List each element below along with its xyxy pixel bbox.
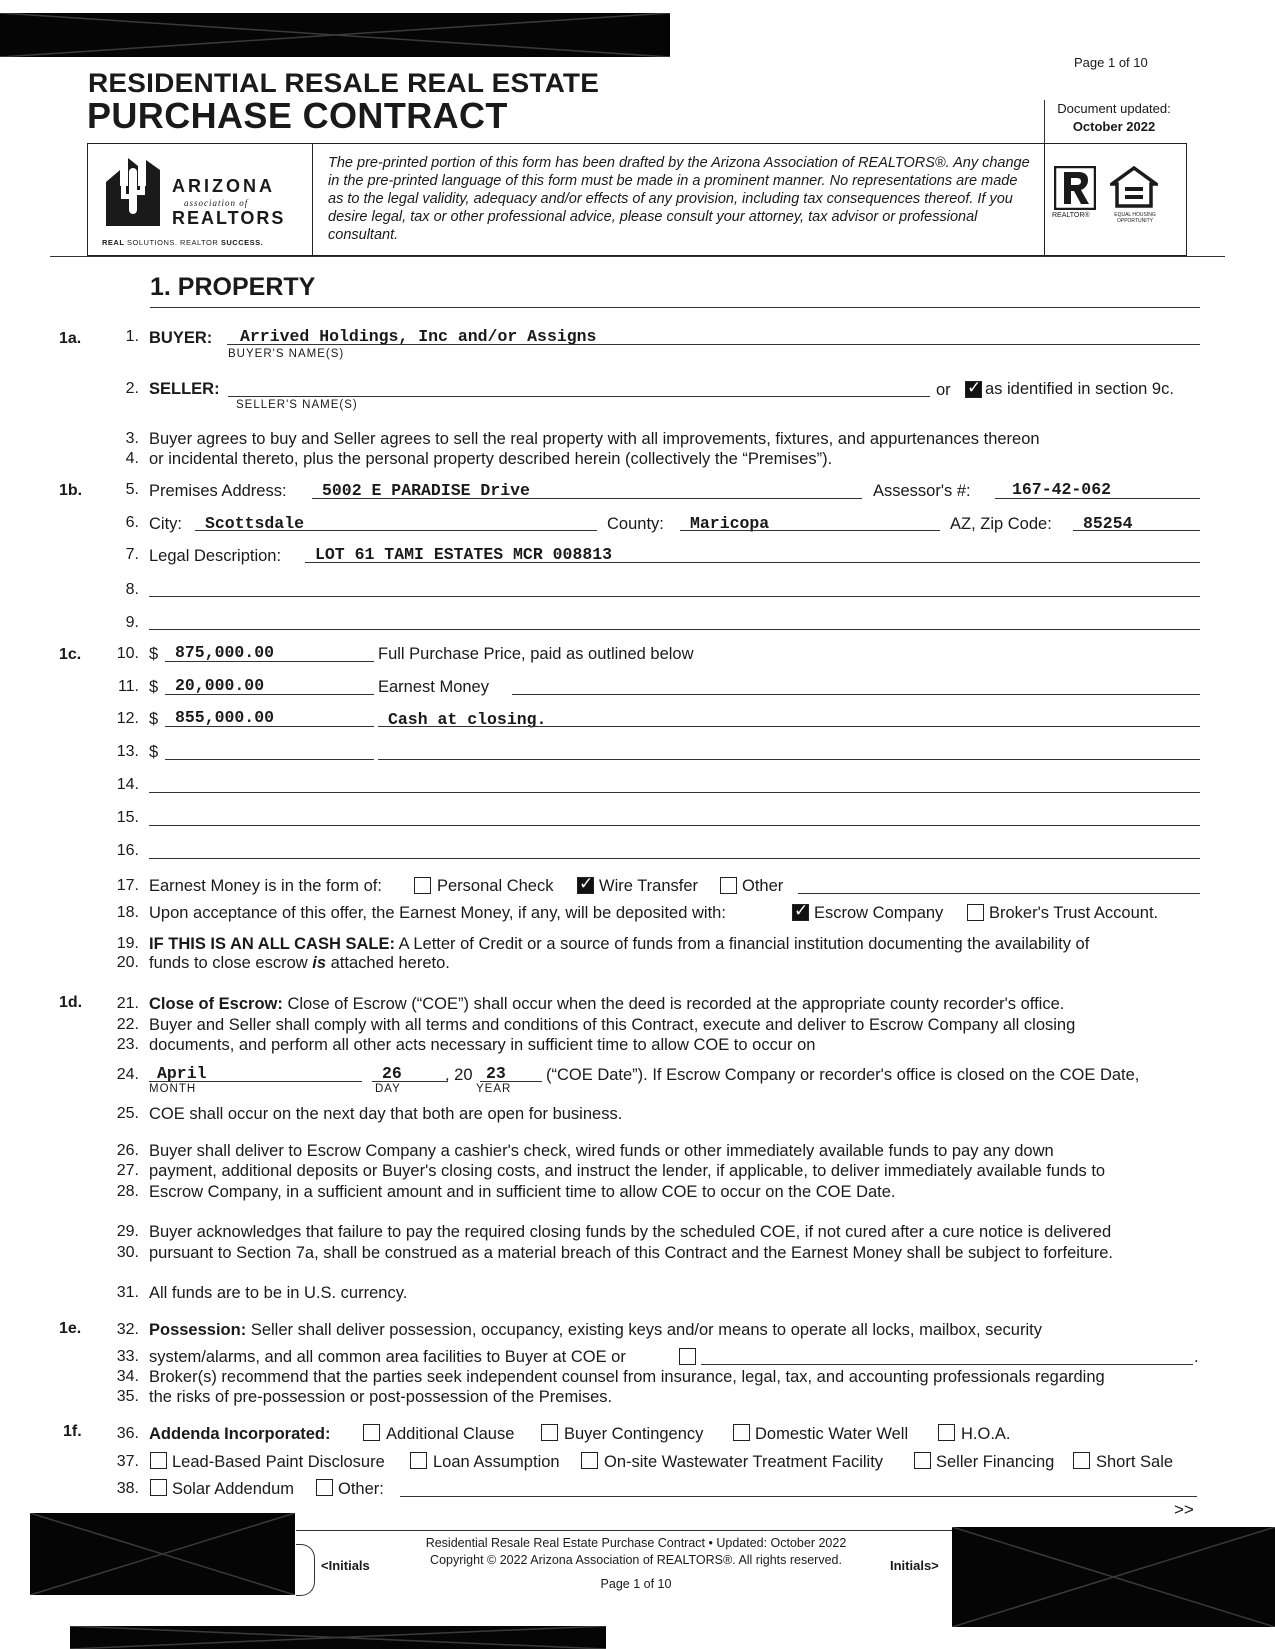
coe-day-caption: DAY	[375, 1083, 401, 1095]
line-number: 20.	[116, 954, 139, 971]
logo-tagline: REAL SOLUTIONS. REALTOR SUCCESS.	[102, 238, 264, 247]
seller-section-9c-checkbox[interactable]	[965, 381, 982, 398]
line-number: 7.	[125, 546, 139, 563]
lead-based-paint-label: Lead-Based Paint Disclosure	[172, 1453, 385, 1471]
full-price-line	[165, 661, 374, 662]
section-title-rule	[150, 307, 1200, 308]
line-number: 31.	[116, 1284, 139, 1301]
line-number: 18.	[116, 904, 139, 921]
city-line	[195, 530, 597, 531]
cash-at-closing-desc-line	[378, 726, 1200, 727]
page-number-top: Page 1 of 10	[1074, 55, 1148, 70]
addenda-other-checkbox[interactable]	[316, 1479, 333, 1496]
side-label-1b: 1b.	[59, 482, 83, 499]
line-number: 29.	[116, 1223, 139, 1240]
blank-line-14[interactable]	[149, 792, 1200, 793]
coe-month-line	[149, 1081, 362, 1082]
seller-financing-checkbox[interactable]	[914, 1452, 931, 1469]
line-number: 3.	[125, 430, 139, 447]
footer-copyright: Copyright © 2022 Arizona Association of REALTORS®. All rights reserved.	[430, 1553, 842, 1567]
assessor-label: Assessor's #:	[873, 482, 971, 500]
initials-right-label: Initials>	[890, 1558, 939, 1573]
coe-line-24: (“COE Date”). If Escrow Company or recorder's office is closed on the COE Date,	[546, 1066, 1140, 1084]
seller-alt-label: as identified in section 9c.	[985, 380, 1174, 398]
coe-line-25: COE shall occur on the next day that both are open for business.	[149, 1105, 623, 1123]
logo-arizona: ARIZONA	[172, 176, 275, 196]
seller-name-line[interactable]	[228, 396, 930, 397]
line-number: 6.	[125, 514, 139, 531]
brokers-trust-checkbox[interactable]	[967, 904, 984, 921]
seller-name-caption: SELLER'S NAME(S)	[236, 399, 358, 411]
coe-line-28: Escrow Company, in a sufficient amount and in sufficient time to allow COE to occur on the COE Date.	[149, 1183, 896, 1201]
side-label-1c: 1c.	[59, 646, 82, 663]
seller-label: SELLER:	[149, 380, 220, 398]
wire-transfer-label: Wire Transfer	[599, 877, 699, 895]
addenda-other-line[interactable]	[400, 1496, 1197, 1497]
earnest-deposit-label: Upon acceptance of this offer, the Earnest Money, if any, will be deposited with:	[149, 904, 726, 922]
brokers-trust-label: Broker's Trust Account.	[989, 904, 1159, 922]
possession-heading: Possession:	[149, 1321, 247, 1339]
line-number: 8.	[125, 581, 139, 598]
header-divider-left	[312, 144, 313, 255]
possession-line-33: system/alarms, and all common area facilities to Buyer at COE or	[149, 1348, 626, 1366]
zip-field[interactable]: 85254	[1083, 514, 1133, 533]
equal-housing-label: EQUAL HOUSING OPPORTUNITY	[1114, 212, 1156, 224]
possession-alt-line[interactable]	[701, 1364, 1193, 1365]
line-number: 32.	[116, 1321, 139, 1338]
solar-addendum-label: Solar Addendum	[172, 1480, 295, 1498]
full-price-label: Full Purchase Price, paid as outlined below	[378, 645, 694, 663]
zip-line	[1073, 530, 1200, 531]
line-number: 27.	[116, 1162, 139, 1179]
line-number: 28.	[116, 1183, 139, 1200]
earnest-money-field[interactable]: 20,000.00	[175, 676, 265, 695]
county-label: County:	[607, 515, 664, 533]
additional-clause-label: Additional Clause	[386, 1425, 515, 1443]
document-updated	[1040, 100, 1188, 136]
disclaimer-text: The pre-printed portion of this form has been drafted by the Arizona Association of REALTORS®. Any change in the pre-printed language of this form must be made in a prominent manner. No representations are made as to the legal validity, adequacy and/or effects of any provision, including tax consequences thereof. If you desire legal, tax or other professional advice, please consult your attorney, tax advisor or professional consultant.	[328, 155, 1030, 243]
line-number: 11.	[117, 678, 139, 695]
escrow-company-checkbox[interactable]	[792, 904, 809, 921]
equal-housing-icon	[1110, 166, 1158, 210]
loan-assumption-checkbox[interactable]	[410, 1452, 427, 1469]
line-number: 4.	[125, 450, 139, 467]
side-label-1f: 1f.	[63, 1423, 82, 1440]
legal-description-field[interactable]: LOT 61 TAMI ESTATES MCR 008813	[315, 545, 613, 564]
dollar-sign: $	[149, 678, 159, 696]
cactus-logo-icon	[102, 156, 164, 228]
realtor-mark-label: REALTOR®	[1052, 212, 1090, 219]
possession-line-32: Possession: Seller shall deliver possession, occupancy, existing keys and/or means to operate all locks, mailbox, security	[149, 1321, 1042, 1339]
buyer-name-field[interactable]: Arrived Holdings, Inc and/or Assigns	[240, 327, 597, 346]
line-number: 15.	[116, 809, 139, 826]
city-field[interactable]: Scottsdale	[205, 514, 305, 533]
line-number: 38.	[116, 1480, 139, 1497]
line-number: 5.	[125, 481, 139, 498]
cash-at-closing-field[interactable]: 855,000.00	[175, 708, 275, 727]
line-number: 17.	[116, 877, 139, 894]
coe-month-caption: MONTH	[149, 1083, 197, 1095]
loan-assumption-label: Loan Assumption	[433, 1453, 560, 1471]
line-number: 10.	[116, 645, 139, 662]
earnest-other-checkbox[interactable]	[720, 877, 737, 894]
wire-transfer-checkbox[interactable]	[577, 877, 594, 894]
seller-or: or	[936, 381, 951, 399]
earnest-form-label: Earnest Money is in the form of:	[149, 877, 382, 895]
line-number: 36.	[116, 1425, 139, 1442]
line-number: 1.	[125, 328, 139, 345]
buyer-name-caption: BUYER'S NAME(S)	[228, 348, 345, 360]
premises-address-line	[312, 498, 862, 499]
lead-based-paint-checkbox[interactable]	[150, 1452, 167, 1469]
additional-clause-checkbox[interactable]	[363, 1424, 380, 1441]
desc-line-13[interactable]	[378, 759, 1200, 760]
line-number: 16.	[116, 842, 139, 859]
coe-line-21: Close of Escrow: Close of Escrow (“COE”) shall occur when the deed is recorded at the appropriate county recorder's office.	[149, 995, 1065, 1013]
cash-at-closing-line	[165, 726, 374, 727]
section-title: 1. PROPERTY	[150, 273, 316, 301]
line-number: 26.	[116, 1142, 139, 1159]
blank-line-15[interactable]	[149, 825, 1200, 826]
cash-sale-line-19: IF THIS IS AN ALL CASH SALE: A Letter of Credit or a source of funds from a financial institution documenting the availability of	[149, 935, 1090, 953]
line-number: 2.	[125, 380, 139, 397]
legal-description-line	[305, 562, 1200, 563]
buyer-label: BUYER:	[149, 329, 213, 347]
premises-address-label: Premises Address:	[149, 482, 287, 500]
coe-day-field[interactable]: 26	[382, 1064, 402, 1083]
buyer-name-line	[227, 344, 1200, 345]
line-number: 19.	[116, 935, 139, 952]
addenda-heading: Addenda Incorporated:	[149, 1425, 331, 1443]
coe-line-26: Buyer shall deliver to Escrow Company a cashier's check, wired funds or other immediately available funds to pay any down	[149, 1142, 1054, 1160]
redaction-block-bottom-left	[30, 1513, 295, 1595]
assessor-field[interactable]: 167-42-062	[1012, 480, 1112, 499]
seller-financing-label: Seller Financing	[936, 1453, 1055, 1471]
solar-addendum-checkbox[interactable]	[150, 1479, 167, 1496]
aaa-realtors-logo	[102, 156, 302, 252]
coe-day-line	[372, 1081, 447, 1082]
coe-line-30: pursuant to Section 7a, shall be construed as a material breach of this Contract and the Earnest Money shall be subject to forfeiture.	[149, 1244, 1113, 1262]
escrow-company-label: Escrow Company	[814, 904, 944, 922]
city-label: City:	[149, 515, 182, 533]
earnest-money-line	[165, 694, 374, 695]
cash-at-closing-desc[interactable]: Cash at closing.	[388, 710, 547, 729]
agree-line-3: Buyer agrees to buy and Seller agrees to sell the real property with all improvements, fixtures, and appurtenances thereon	[149, 430, 1040, 448]
side-label-1d: 1d.	[59, 994, 83, 1011]
initials-left-label: <Initials	[321, 1558, 370, 1573]
line-number: 12.	[116, 710, 139, 727]
coe-line-23: documents, and perform all other acts necessary in sufficient time to allow COE to occur on	[149, 1036, 816, 1054]
line-number: 24.	[116, 1066, 139, 1083]
realtor-mark	[1054, 166, 1104, 246]
line-number: 23.	[116, 1036, 139, 1053]
onsite-wastewater-label: On-site Wastewater Treatment Facility	[604, 1453, 884, 1471]
earnest-money-label: Earnest Money	[378, 678, 489, 696]
cash-sale-line-20: funds to close escrow is attached hereto.	[149, 954, 450, 972]
line-number: 33.	[116, 1348, 139, 1365]
line-number: 9.	[125, 614, 139, 631]
doc-updated-label: Document updated:	[1057, 101, 1171, 116]
header-box	[87, 143, 1187, 256]
short-sale-label: Short Sale	[1096, 1453, 1174, 1471]
continue-mark: >>	[1174, 1500, 1194, 1519]
onsite-wastewater-checkbox[interactable]	[581, 1452, 598, 1469]
blank-line-16[interactable]	[149, 858, 1200, 859]
line-number: 35.	[116, 1388, 139, 1405]
blank-line-9[interactable]	[149, 629, 1200, 630]
equal-housing-mark	[1110, 166, 1170, 246]
dollar-sign: $	[149, 645, 159, 663]
legal-description-label: Legal Description:	[149, 547, 282, 565]
blank-line-8[interactable]	[149, 596, 1200, 597]
coe-heading: Close of Escrow:	[149, 995, 283, 1013]
personal-check-label: Personal Check	[437, 877, 554, 895]
footer-rule	[296, 1530, 956, 1531]
redaction-block-top	[0, 13, 670, 57]
earnest-other-line[interactable]	[798, 893, 1200, 894]
earnest-money-desc-line[interactable]	[512, 694, 1200, 695]
line-number: 25.	[116, 1105, 139, 1122]
line-number: 37.	[116, 1453, 139, 1470]
hoa-label: H.O.A.	[961, 1425, 1011, 1443]
assessor-line	[995, 498, 1200, 499]
possession-line-35: the risks of pre-possession or post-possession of the Premises.	[149, 1388, 613, 1406]
coe-year-prefix: , 20	[445, 1066, 473, 1084]
coe-year-field[interactable]: 23	[486, 1064, 506, 1083]
zip-label: AZ, Zip Code:	[950, 515, 1052, 533]
dollar-sign: $	[149, 710, 159, 728]
amount-line-13[interactable]	[165, 759, 374, 760]
coe-line-29: Buyer acknowledges that failure to pay the required closing funds by the scheduled COE, if not cured after a cure notice is delivered	[149, 1223, 1112, 1241]
short-sale-checkbox[interactable]	[1073, 1452, 1090, 1469]
title-line-1: RESIDENTIAL RESALE REAL ESTATE	[88, 68, 600, 98]
logo-realtors: REALTORS	[172, 208, 286, 228]
redaction-block-bottom	[70, 1626, 606, 1649]
header-divider-right	[1044, 144, 1045, 255]
line-number: 14.	[116, 776, 139, 793]
line-number: 34.	[116, 1368, 139, 1385]
coe-year-line	[480, 1081, 542, 1082]
line-number: 21.	[116, 995, 139, 1012]
earnest-other-label: Other	[742, 877, 784, 895]
realtor-r-icon	[1054, 166, 1096, 210]
side-label-1a: 1a.	[59, 330, 82, 347]
county-field[interactable]: Maricopa	[690, 514, 770, 533]
footer-page-number: Page 1 of 10	[600, 1577, 672, 1591]
hoa-checkbox[interactable]	[938, 1424, 955, 1441]
addenda-other-label: Other:	[338, 1480, 384, 1498]
buyer-contingency-label: Buyer Contingency	[564, 1425, 704, 1443]
possession-alt-checkbox[interactable]	[679, 1348, 696, 1365]
page-title: PURCHASE CONTRACT	[87, 95, 508, 136]
coe-line-22: Buyer and Seller shall comply with all terms and conditions of this Contract, execute and deliver to Escrow Company all closing	[149, 1016, 1076, 1034]
buyer-contingency-checkbox[interactable]	[541, 1424, 558, 1441]
possession-line-33-end: .	[1194, 1348, 1199, 1366]
cash-sale-heading: IF THIS IS AN ALL CASH SALE:	[149, 935, 395, 953]
coe-line-31: All funds are to be in U.S. currency.	[149, 1284, 408, 1302]
logo-association-of: association of	[184, 198, 249, 208]
line-number: 13.	[116, 743, 139, 760]
possession-line-34: Broker(s) recommend that the parties seek independent counsel from insurance, legal, tax, and accounting professionals regarding	[149, 1368, 1105, 1386]
coe-line-27: payment, additional deposits or Buyer's closing costs, and instruct the lender, if applicable, to deliver immediately available funds to	[149, 1162, 1106, 1180]
domestic-water-well-checkbox[interactable]	[733, 1424, 750, 1441]
doc-updated-divider-left	[1044, 100, 1045, 144]
premises-address-field[interactable]: 5002 E PARADISE Drive	[322, 481, 530, 500]
coe-month-field[interactable]: April	[157, 1064, 207, 1083]
personal-check-checkbox[interactable]	[414, 877, 431, 894]
agree-line-4: or incidental thereto, plus the personal property described herein (collectively the “Premises”).	[149, 450, 833, 468]
initials-box-left[interactable]	[296, 1544, 315, 1596]
line-number: 22.	[116, 1016, 139, 1033]
full-price-field[interactable]: 875,000.00	[175, 643, 275, 662]
line-number: 30.	[116, 1244, 139, 1261]
redaction-block-bottom-right	[952, 1527, 1275, 1627]
domestic-water-well-label: Domestic Water Well	[755, 1425, 909, 1443]
side-label-1e: 1e.	[59, 1320, 82, 1337]
dollar-sign: $	[149, 743, 159, 761]
header-bottom-rule	[50, 256, 1225, 257]
county-line	[680, 530, 940, 531]
coe-year-caption: YEAR	[476, 1083, 512, 1095]
doc-updated-date: October 2022	[1072, 119, 1156, 134]
footer-line-1: Residential Resale Real Estate Purchase Contract • Updated: October 2022	[425, 1536, 847, 1550]
